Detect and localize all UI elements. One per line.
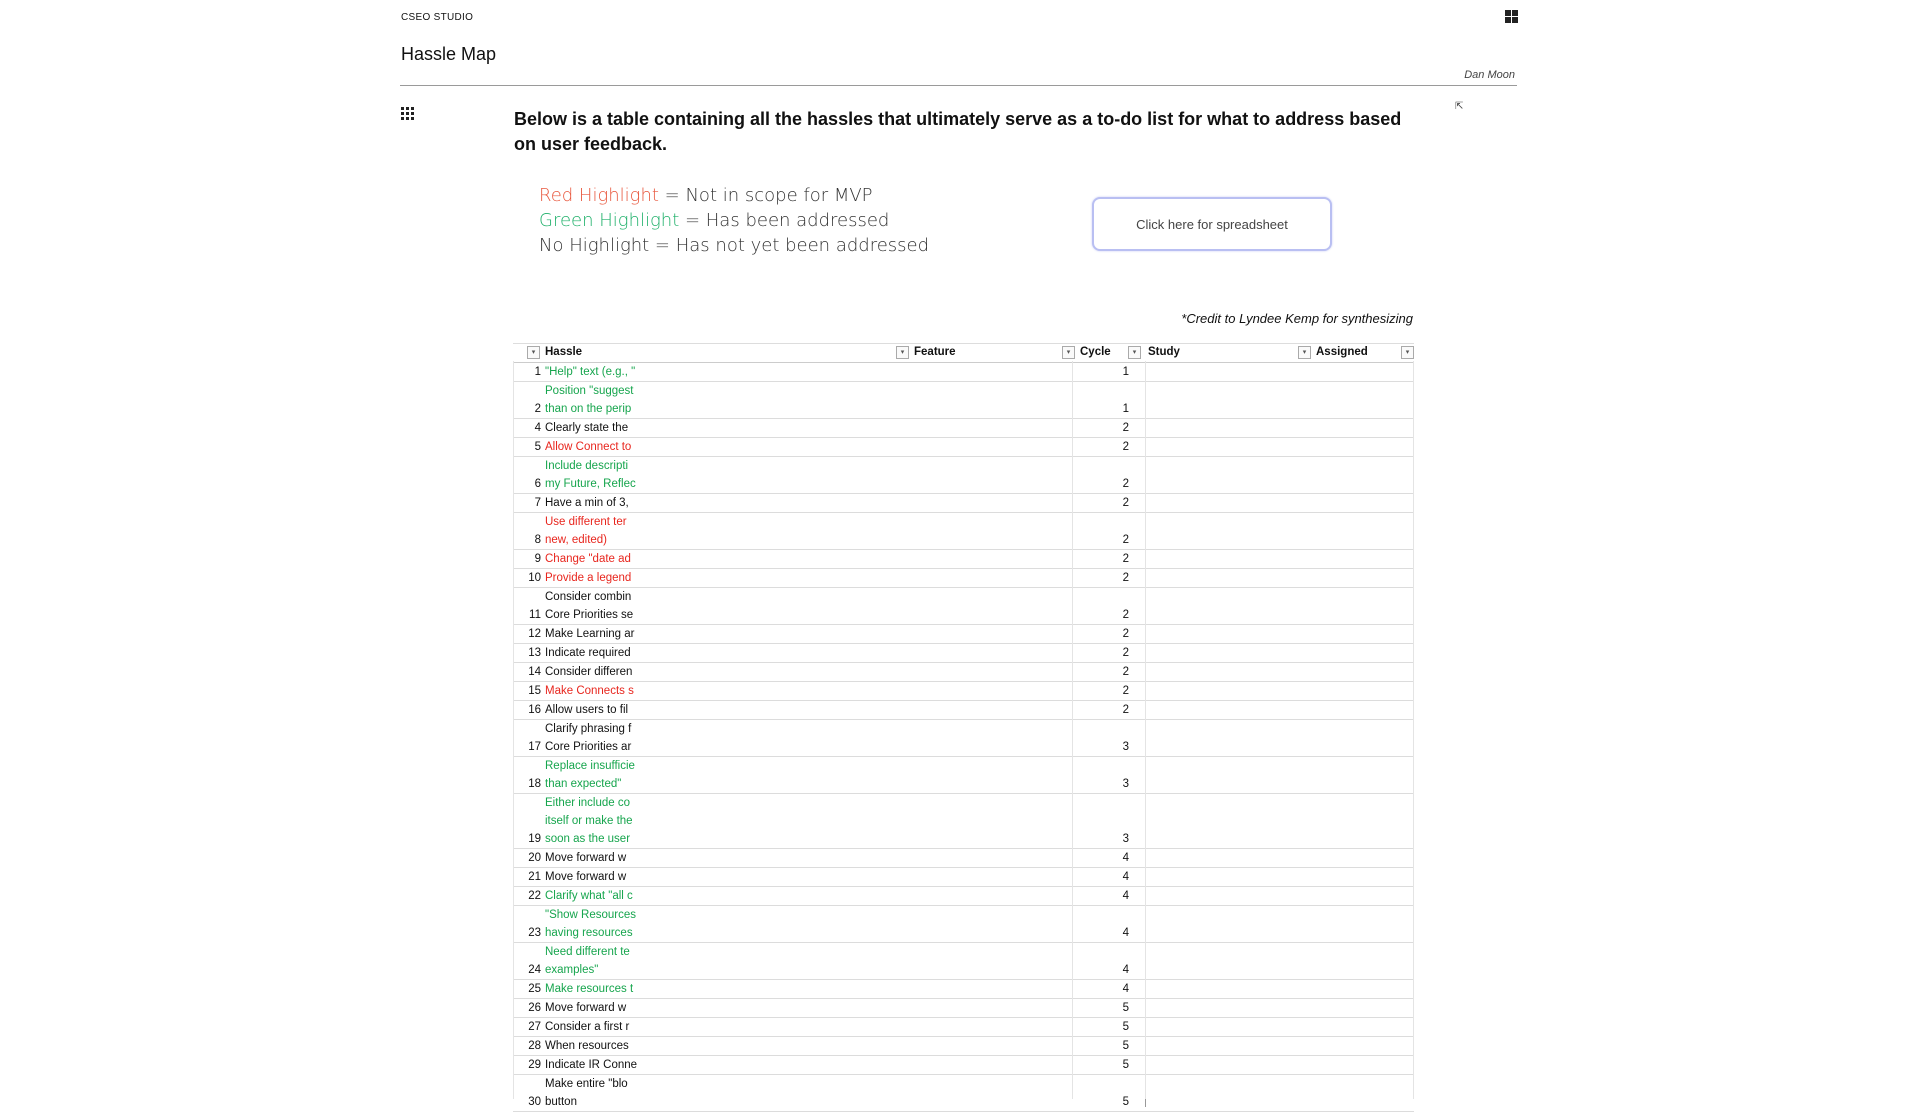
table-row[interactable] (513, 513, 1414, 531)
hassle-cell: "Show Resources (545, 909, 637, 921)
cycle-cell: 2 (1122, 666, 1129, 678)
apps-grid-icon[interactable] (401, 107, 414, 120)
row-number: 2 (534, 403, 541, 415)
legend-none: No Highlight = Has not yet been addressed (539, 235, 930, 256)
cycle-cell: 2 (1122, 441, 1129, 453)
hassle-cell: Consider combin (545, 591, 632, 603)
table-row[interactable] (513, 588, 1414, 606)
row-number: 30 (528, 1096, 541, 1108)
cycle-cell: 2 (1122, 534, 1129, 546)
hassle-cell: When resources (545, 1040, 629, 1052)
row-number: 10 (528, 572, 541, 584)
table-row[interactable] (513, 1056, 1414, 1075)
hassle-cell: Make Connects s (545, 685, 634, 697)
hassle-cell: Either include co (545, 797, 631, 809)
cycle-cell: 3 (1122, 778, 1129, 790)
column-header-study: Study (1148, 346, 1180, 358)
row-number: 29 (528, 1059, 541, 1071)
hassle-cell: Core Priorities se (545, 609, 634, 621)
column-divider (513, 361, 514, 1099)
cycle-cell: 4 (1122, 852, 1129, 864)
table-row[interactable] (513, 812, 1414, 830)
column-divider (1413, 361, 1414, 1099)
table-row[interactable] (513, 906, 1414, 924)
cycle-cell: 2 (1122, 572, 1129, 584)
row-number: 26 (528, 1002, 541, 1014)
table-row[interactable] (513, 682, 1414, 701)
cycle-cell: 2 (1122, 422, 1129, 434)
row-number: 25 (528, 983, 541, 995)
legend-green-label: Green Highlight (539, 210, 680, 231)
cycle-cell: 4 (1122, 890, 1129, 902)
column-divider (1145, 361, 1146, 1099)
table-row[interactable] (513, 419, 1414, 438)
legend-green (539, 208, 929, 233)
cycle-cell: 4 (1122, 927, 1129, 939)
hassle-cell: my Future, Reflec (545, 478, 636, 490)
table-row[interactable] (513, 1018, 1414, 1037)
table-row[interactable] (513, 757, 1414, 775)
row-number: 19 (528, 833, 541, 845)
cycle-cell: 2 (1122, 497, 1129, 509)
hassle-cell: Core Priorities ar (545, 741, 632, 753)
cycle-cell: 2 (1122, 685, 1129, 697)
hassle-cell: Position "suggest (545, 385, 634, 397)
row-number: 23 (528, 927, 541, 939)
table-row[interactable] (513, 961, 1414, 980)
row-number: 9 (534, 553, 541, 565)
cycle-cell: 2 (1122, 647, 1129, 659)
page-title: Hassle Map (401, 44, 497, 64)
hassle-filter-dropdown-icon[interactable]: ▾ (896, 346, 909, 359)
row-number: 8 (534, 534, 541, 546)
header-divider (400, 85, 1517, 86)
table-row[interactable] (513, 531, 1414, 550)
table-row[interactable] (513, 738, 1414, 757)
table-row[interactable] (513, 438, 1414, 457)
cycle-cell: 2 (1122, 609, 1129, 621)
hassle-cell: Have a min of 3, (545, 497, 629, 509)
table-row[interactable] (513, 475, 1414, 494)
row-number: 11 (529, 609, 541, 621)
column-header-cycle: Cycle (1080, 346, 1111, 358)
cycle-cell: 1 (1122, 403, 1129, 415)
assigned-filter-dropdown-icon[interactable]: ▾ (1401, 346, 1414, 359)
table-row[interactable] (513, 943, 1414, 961)
cycle-filter-dropdown-icon[interactable]: ▾ (1128, 346, 1141, 359)
table-row[interactable] (513, 775, 1414, 794)
table-row[interactable] (513, 1093, 1414, 1112)
cycle-cell: 3 (1122, 741, 1129, 753)
hassle-cell: Include descripti (545, 460, 629, 472)
table-row[interactable] (513, 868, 1414, 887)
table-header (513, 343, 1414, 363)
table-row[interactable] (513, 363, 1414, 382)
table-row[interactable] (513, 999, 1414, 1018)
table-row[interactable] (513, 849, 1414, 868)
sort-filter-icon[interactable]: ▾ (527, 346, 540, 359)
hassle-cell: Move forward w (545, 1002, 627, 1014)
row-number: 14 (528, 666, 541, 678)
row-number: 27 (528, 1021, 541, 1033)
cycle-cell: 5 (1122, 1040, 1129, 1052)
cycle-cell: 3 (1122, 833, 1129, 845)
table-row[interactable] (513, 830, 1414, 849)
legend-red-meaning: = Not in scope for MVP (658, 185, 873, 206)
table-row[interactable] (513, 701, 1414, 720)
cycle-cell: 2 (1122, 704, 1129, 716)
cycle-cell: 4 (1122, 871, 1129, 883)
hassle-cell: Replace insufficie (545, 760, 635, 772)
table-row[interactable] (513, 382, 1414, 400)
hassle-cell: Make Learning ar (545, 628, 635, 640)
row-number: 12 (528, 628, 541, 640)
hassle-cell: Clearly state the (545, 422, 629, 434)
hassle-cell: Allow users to fil (545, 704, 629, 716)
study-filter-dropdown-icon[interactable]: ▾ (1298, 346, 1311, 359)
table-row[interactable] (513, 400, 1414, 419)
hassle-cell: Make entire "blo (545, 1078, 628, 1090)
row-number: 17 (528, 741, 541, 753)
cycle-cell: 1 (1122, 366, 1129, 378)
windows-icon[interactable] (1505, 10, 1518, 23)
row-number: 28 (528, 1040, 541, 1052)
hassle-cell: Need different te (545, 946, 630, 958)
cycle-cell: 4 (1122, 964, 1129, 976)
hassle-table (513, 343, 1414, 1112)
legend-red (539, 183, 929, 208)
row-number: 20 (528, 852, 541, 864)
cycle-cell: 5 (1122, 1096, 1129, 1108)
table-row[interactable] (513, 924, 1414, 943)
cycle-cell: 2 (1122, 628, 1129, 640)
hassle-cell: "Help" text (e.g., " (545, 366, 636, 378)
hassle-cell: Use different ter (545, 516, 627, 528)
cycle-cell: 2 (1122, 553, 1129, 565)
row-number: 18 (528, 778, 541, 790)
column-divider (1072, 361, 1073, 1099)
column-header-hassle: Hassle (545, 346, 583, 358)
legend-red-label: Red Highlight (539, 185, 659, 206)
hassle-cell: than expected" (545, 778, 622, 790)
row-number: 5 (534, 441, 541, 453)
hassle-cell: examples" (545, 964, 599, 976)
hassle-cell: Clarify what "all c (545, 890, 633, 902)
row-number: 6 (534, 478, 541, 490)
hassle-cell: having resources (545, 927, 633, 939)
hassle-cell: Move forward w (545, 871, 627, 883)
row-number: 7 (534, 497, 541, 509)
cycle-cell: 2 (1122, 478, 1129, 490)
feature-filter-dropdown-icon[interactable]: ▾ (1062, 346, 1075, 359)
row-number: 13 (528, 647, 541, 659)
row-number: 22 (528, 890, 541, 902)
table-row[interactable] (513, 720, 1414, 738)
row-number: 15 (528, 685, 541, 697)
hassle-cell: Allow Connect to (545, 441, 632, 453)
table-row[interactable] (513, 644, 1414, 663)
row-number: 21 (528, 871, 541, 883)
hassle-cell: Consider a first r (545, 1021, 630, 1033)
hassle-cell: Clarify phrasing f (545, 723, 632, 735)
table-row[interactable] (513, 494, 1414, 513)
table-row[interactable] (513, 794, 1414, 812)
credit-note: *Credit to Lyndee Kemp for synthesizing (1181, 311, 1413, 326)
hassle-cell: soon as the user (545, 833, 631, 845)
hassle-cell: Move forward w (545, 852, 627, 864)
cycle-cell: 5 (1122, 1002, 1129, 1014)
column-header-assigned: Assigned (1316, 346, 1368, 358)
hassle-cell: Provide a legend (545, 572, 632, 584)
hassle-cell: button (545, 1096, 577, 1108)
hassle-cell: Consider differen (545, 666, 633, 678)
hassle-cell: Change "date ad (545, 553, 631, 565)
cycle-cell: 4 (1122, 983, 1129, 995)
highlight-legend (539, 183, 929, 258)
hassle-cell: itself or make the (545, 815, 633, 827)
row-number: 16 (528, 704, 541, 716)
table-row[interactable] (513, 550, 1414, 569)
collapse-icon[interactable]: ⇱ (1455, 101, 1464, 112)
table-row[interactable] (513, 1037, 1414, 1056)
table-row[interactable] (513, 625, 1414, 644)
table-row[interactable] (513, 1075, 1414, 1093)
cycle-cell: 5 (1122, 1059, 1129, 1071)
author-name: Dan Moon (1464, 69, 1515, 81)
table-row[interactable] (513, 663, 1414, 682)
table-row[interactable] (513, 887, 1414, 906)
hassle-cell: Make resources t (545, 983, 634, 995)
row-number: 1 (534, 366, 541, 378)
cycle-cell: 5 (1122, 1021, 1129, 1033)
hassle-cell: new, edited) (545, 534, 608, 546)
column-header-feature: Feature (914, 346, 956, 358)
table-row[interactable] (513, 606, 1414, 625)
spreadsheet-button[interactable]: Click here for spreadsheet (1092, 197, 1332, 251)
table-row[interactable] (513, 569, 1414, 588)
row-number: 4 (534, 422, 541, 434)
hassle-cell: than on the perip (545, 403, 632, 415)
table-row[interactable] (513, 980, 1414, 999)
hassle-cell: Indicate IR Conne (545, 1059, 638, 1071)
brand-label: CSEO STUDIO (401, 12, 474, 23)
table-row[interactable] (513, 457, 1414, 475)
intro-text: Below is a table containing all the hassles that ultimately serve as a to-do list for what to address based on user feedback. (514, 109, 1402, 154)
table-body (513, 363, 1414, 1112)
hassle-cell: Indicate required (545, 647, 631, 659)
legend-green-meaning: = Has been addressed (679, 210, 890, 231)
row-number: 24 (528, 964, 541, 976)
